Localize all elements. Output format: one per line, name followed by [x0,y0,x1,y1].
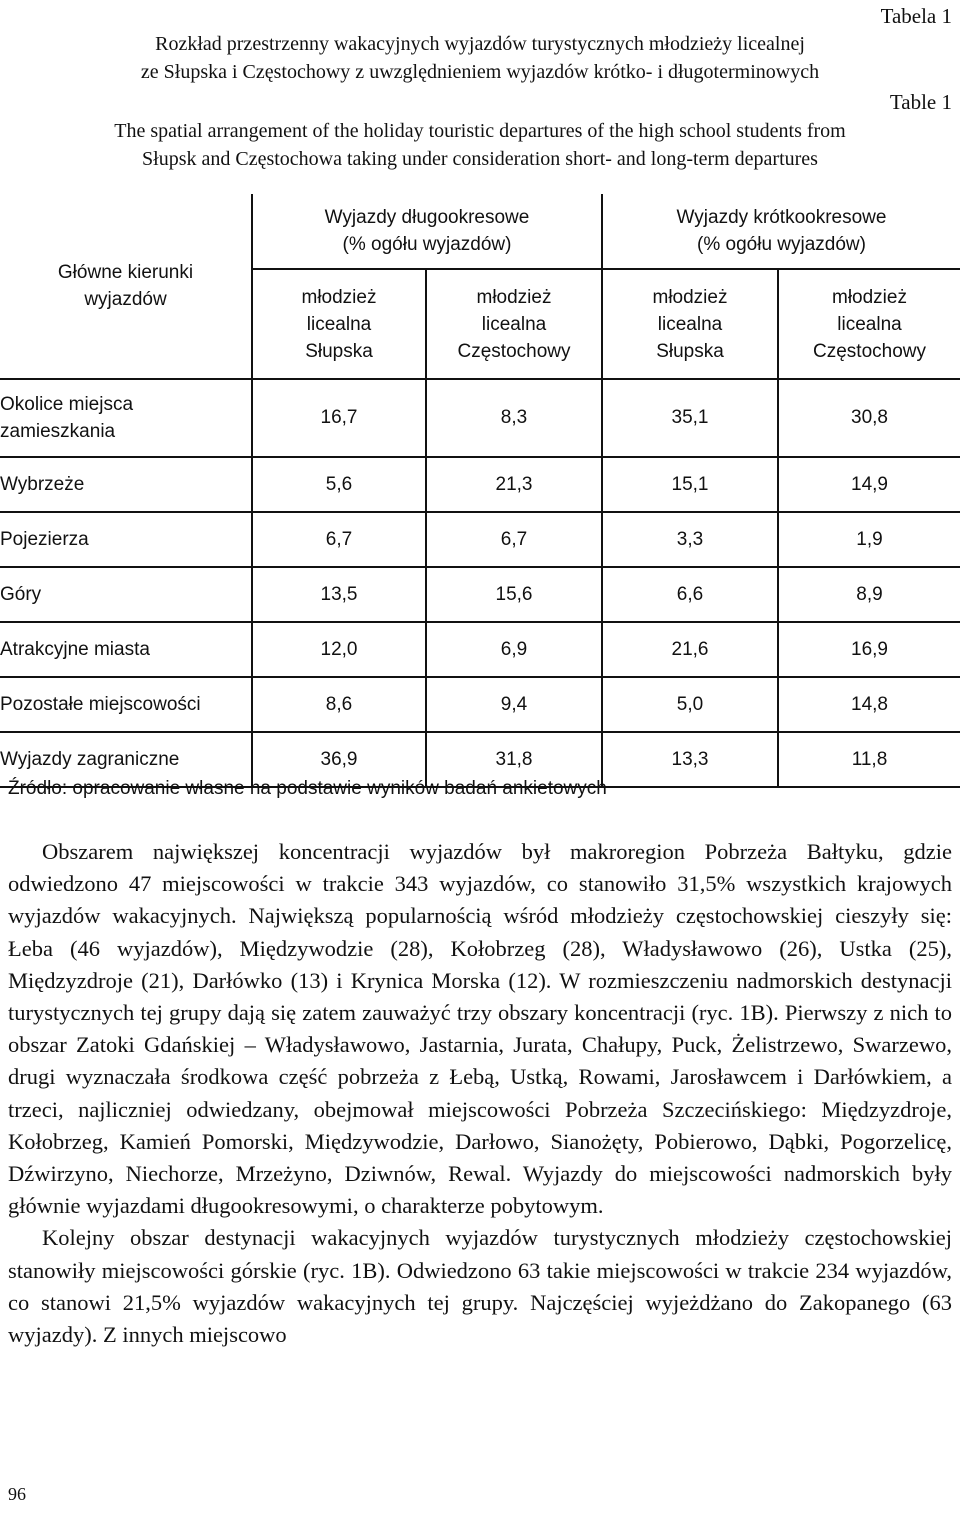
table-row [0,457,960,512]
table-cell: 16,9 [778,622,960,677]
table-cell: 8,6 [252,677,426,732]
header-line: licealna [837,313,902,335]
header-line: Słupska [305,340,373,362]
table-row [0,567,960,622]
header-line: (% ogółu wyjazdów) [697,234,866,255]
row-label-line: Okolice miejsca [0,394,134,415]
header-line: młodzież [652,286,728,308]
group-header-long [252,194,602,269]
table-cell: 31,8 [426,732,602,787]
header-line: (% ogółu wyjazdów) [342,234,512,255]
table-caption-pl [0,30,960,86]
table-cell: 6,7 [426,512,602,567]
subcolumn-header [778,269,960,379]
table-cell: 3,3 [602,512,778,567]
table-cell: 6,7 [252,512,426,567]
caption-line: Rozkład przestrzenny wakacyjnych wyjazdów turystycznych młodzieży licealnej [155,33,805,55]
table-cell: 21,6 [602,622,778,677]
row-header-cell [0,194,252,379]
table-row [0,622,960,677]
table-header-row [0,194,960,269]
table-cell: 15,6 [426,567,602,622]
header-line: młodzież [832,286,907,308]
table-cell: 1,9 [778,512,960,567]
row-label: Atrakcyjne miasta [0,622,252,677]
table-label-en: Table 1 [889,90,952,114]
table-caption-en [0,117,960,173]
table-cell: 9,4 [426,677,602,732]
paragraph: Kolejny obszar destynacji wakacyjnych wyjazdów turystycznych młodzieży częstochowskiej stanowiły miejscowości górskie (ryc. 1B). Odwiedzono 63 takie miejscowości w trakcie 234 wyjazdów, co stanowi 21,5% wyjazdów wakacyjnych tej grupy. Najczęściej wyjeżdżano do Zakopanego (63 wyjazdy). Z innych miejscowo [8,1225,952,1348]
row-label: Góry [0,567,252,622]
row-label [0,379,252,457]
table-cell: 16,7 [252,379,426,457]
table-cell: 6,6 [602,567,778,622]
header-line: Główne kierunki [57,262,194,283]
row-label: Pojezierza [0,512,252,567]
table-cell: 5,6 [252,457,426,512]
row-label: Wyjazdy zagraniczne [0,732,252,787]
table-cell: 8,3 [426,379,602,457]
table-cell: 12,0 [252,622,426,677]
source-note: Źródło: opracowanie własne na podstawie wyników badań ankietowych [8,778,607,799]
table-row [0,379,960,457]
table-cell: 8,9 [778,567,960,622]
header-line: licealna [306,313,372,335]
subcolumn-header [252,269,426,379]
table-cell: 14,8 [778,677,960,732]
body-text [8,836,952,1351]
table-cell: 13,5 [252,567,426,622]
table-cell: 35,1 [602,379,778,457]
subcolumn-header [426,269,602,379]
table-cell: 14,9 [778,457,960,512]
table-cell: 5,0 [602,677,778,732]
header-line: Częstochowy [457,340,571,362]
table-cell: 13,3 [602,732,778,787]
caption-line: Słupsk and Częstochowa taking under consideration short- and long-term departures [142,148,818,170]
table-cell: 21,3 [426,457,602,512]
table-cell: 36,9 [252,732,426,787]
group-header-short [602,194,960,269]
page-number: 96 [8,1484,26,1504]
table-cell: 15,1 [602,457,778,512]
header-line: licealna [481,313,547,335]
table-cell: 30,8 [851,407,888,428]
row-label: Wybrzeże [0,457,252,512]
header-line: Słupska [656,340,724,362]
table-row [0,677,960,732]
subcolumn-header [602,269,778,379]
paragraph: Obszarem największej koncentracji wyjazdów był makroregion Pobrzeża Bałtyku, gdzie odwiedzono 47 miejscowości w trakcie 343 wyjazdów, co stanowiło 31,5% wszystkich krajowych wyjazdów wakacyjnych. Największą popularnością wśród młodzieży częstochowskiej cieszyły się: Łeba (46 wyjazdów), Międzywodzie (28), Kołobrzeg (28), Władysławowo (26), Ustka (25), Międzyzdroje (21), Darłówko (13) i Krynica Morska (12). W rozmieszczeniu nadmorskich destynacji turystycznych tej grupy dają się zatem zauważyć trzy obszary koncentracji (ryc. 1B). Pierwszy z nich to obszar Zatoki Gdańskiej – Władysławowo, Jastarnia, Jurata, Chałupy, Puck, Żelistrzewo, Swarzewo, drugi wyznaczała środkowa część pobrzeża z Łebą, Ustką, Rowami, Jarosławcem i Darłówkiem, a trzeci, najliczniej odwiedzany, obejmował miejscowości Pobrzeża Szczecińskiego: Międzyzdroje, Kołobrzeg, Kamień Pomorski, Międzywodzie, Darłowo, Sianożęty, Pobierowo, Dąbki, Pogorzelicę, Dźwirzyno, Niechorze, Mrzeżyno, Dziwnów, Rewal. Wyjazdy do miejscowości nadmorskich były głównie wyjazdami długookresowymi, o charakterze pobytowym. [8,839,952,1219]
header-line: wyjazdów [84,289,167,310]
header-line: licealna [657,313,723,335]
row-label-line: zamieszkania [0,421,116,442]
header-line: Wyjazdy krótkookresowe [676,207,887,228]
table-cell: 11,8 [778,732,960,787]
header-line: Częstochowy [813,340,926,362]
table-cell: 6,9 [426,622,602,677]
caption-line: The spatial arrangement of the holiday touristic departures of the high school students from [114,120,846,142]
row-label: Pozostałe miejscowości [0,677,252,732]
header-line: młodzież [476,286,552,308]
data-table [0,194,960,788]
table-row [0,512,960,567]
table-label-pl: Tabela 1 [880,4,952,28]
header-line: Wyjazdy długookresowe [324,207,530,228]
caption-line: ze Słupska i Częstochowy z uwzględnieniem wyjazdów krótko- i długoterminowych [140,61,820,83]
header-line: młodzież [301,286,377,308]
